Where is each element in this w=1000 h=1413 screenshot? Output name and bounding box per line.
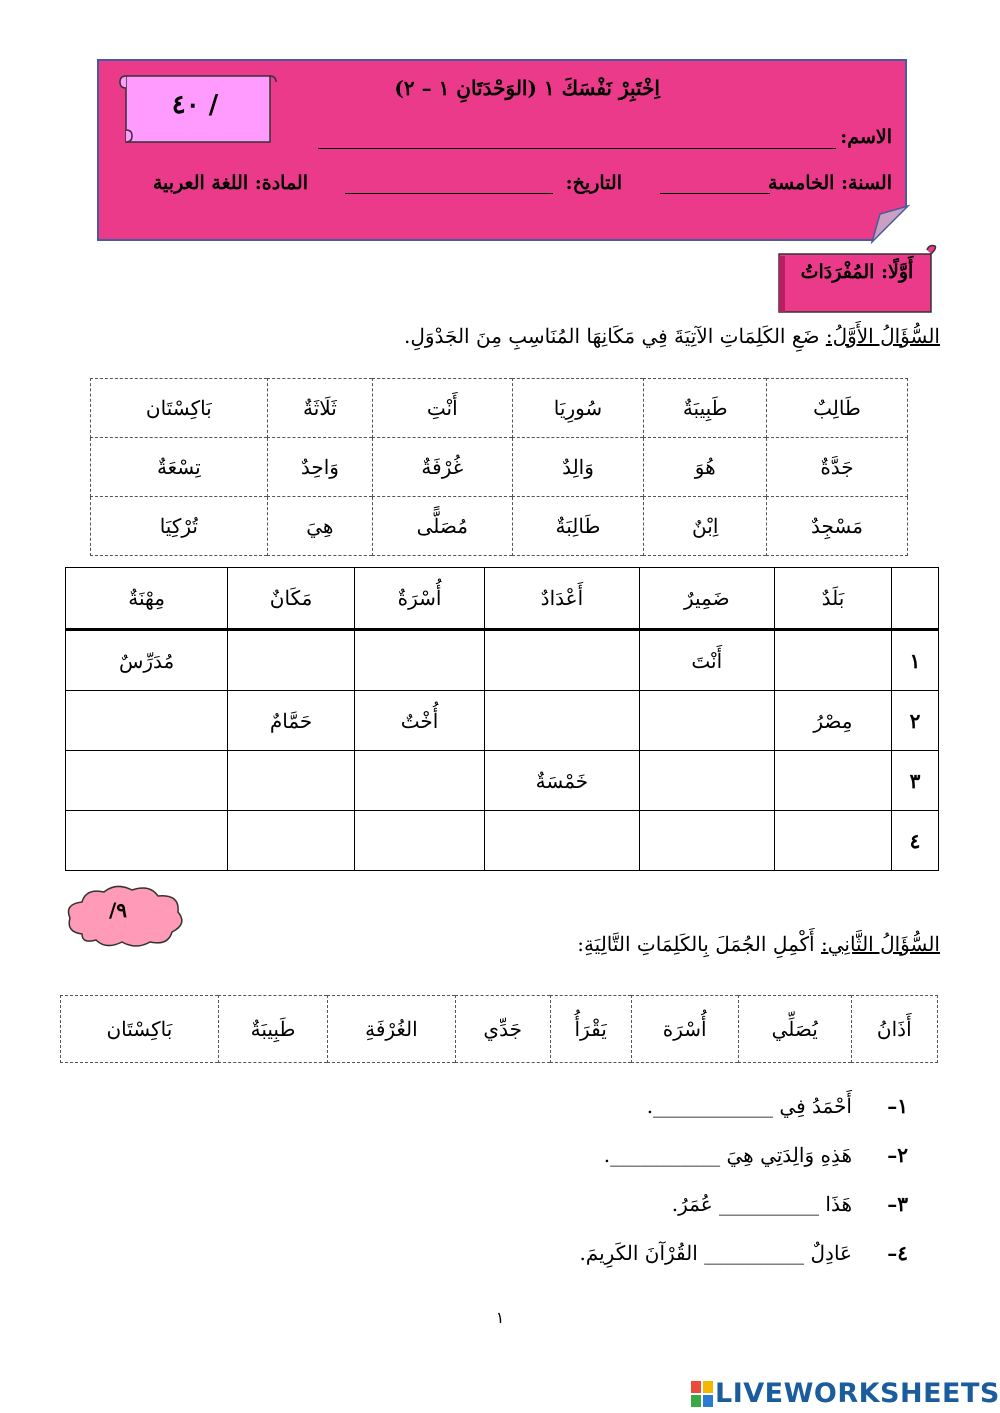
answer-cell[interactable] [66, 811, 228, 871]
word-bank-cell[interactable]: طَالِبٌ [766, 379, 907, 438]
sentence-number: ٢– [887, 1143, 908, 1167]
word-bank-cell[interactable]: جَدَّةٌ [766, 438, 907, 497]
word-bank-cell[interactable]: هُوَ [644, 438, 767, 497]
word-bank-cell[interactable]: غُرْفَةٌ [373, 438, 512, 497]
header-cell-place: مَكَانٌ [228, 568, 355, 630]
answer-table-header-row [66, 568, 939, 630]
word-bank-2-cell[interactable]: يُصَلِّي [738, 996, 851, 1063]
word-bank-cell[interactable]: بَاكِسْتَان [91, 379, 268, 438]
question1-text: ضَعِ الكَلِمَاتِ الآتِيَةَ فِي مَكَانِهَا المُنَاسِبِ مِنَ الجَدْوَلِ. [404, 324, 820, 348]
word-bank-2-cell[interactable]: الغُرْفَةِ [328, 996, 455, 1063]
word-bank-2-cell[interactable]: جَدِّي [455, 996, 550, 1063]
sentence-text[interactable]: أَحْمَدُ فِي ____________. [646, 1094, 852, 1118]
question2-text: أَكْمِلِ الجُمَلَ بِالكَلِمَاتِ التَّالِيَةِ: [577, 932, 815, 956]
header-cell-pronoun: ضَمِيرٌ [639, 568, 774, 630]
word-bank-cell[interactable]: اِبْنٌ [644, 497, 767, 556]
sentence-text[interactable]: هَذِهِ وَالِدَتِي هِيَ ___________. [603, 1143, 852, 1167]
question2-label: السُّؤَالُ الثَّانِي: [820, 932, 940, 956]
header-cell-family: أُسْرَةٌ [354, 568, 484, 630]
answer-cell[interactable] [774, 630, 891, 691]
answer-cell[interactable] [228, 751, 355, 811]
liveworksheets-logo-icon [690, 1380, 714, 1408]
header-cell-country: بَلَدٌ [774, 568, 891, 630]
name-input-line[interactable] [318, 148, 836, 149]
answer-cell[interactable] [228, 811, 355, 871]
row-number: ١ [892, 630, 939, 691]
question1-label: السُّؤَالُ الأَوَّلُ: [825, 324, 940, 348]
word-bank-row [91, 438, 908, 497]
answer-cell[interactable] [774, 751, 891, 811]
word-bank-cell[interactable]: طَالِبَةٌ [512, 497, 644, 556]
answer-cell[interactable] [354, 751, 484, 811]
answer-table [65, 567, 939, 871]
answer-cell[interactable] [639, 811, 774, 871]
answer-cell[interactable] [485, 811, 639, 871]
word-bank-cell[interactable]: هِيَ [267, 497, 372, 556]
subject-label: المادة: اللغة العربية [152, 172, 308, 194]
answer-cell[interactable] [354, 811, 484, 871]
word-bank-row [91, 497, 908, 556]
word-bank-cell[interactable]: أَنْتِ [373, 379, 512, 438]
liveworksheets-logo-text[interactable]: LIVEWORKSHEETS [715, 1378, 1000, 1409]
name-label: الاسم: [840, 126, 892, 148]
header-cell-numbers: أَعْدَادٌ [485, 568, 639, 630]
row-number: ٢ [892, 691, 939, 751]
header-cell-number [892, 568, 939, 630]
answer-cell[interactable]: حَمَّامٌ [228, 691, 355, 751]
row-number: ٣ [892, 751, 939, 811]
word-bank-2-cell[interactable]: أُسْرَة [631, 996, 738, 1063]
question1-title [404, 324, 940, 348]
date-input-line[interactable] [345, 193, 553, 194]
answer-cell[interactable] [66, 751, 228, 811]
word-bank-cell[interactable]: طَبِيبَةٌ [644, 379, 767, 438]
word-bank-2-cell[interactable]: طَبِيبَةٌ [218, 996, 327, 1063]
answer-cell[interactable] [639, 691, 774, 751]
row-number: ٤ [892, 811, 939, 871]
word-bank-2-cell[interactable]: أَذَانُ [851, 996, 937, 1063]
word-bank-cell[interactable]: مَسْجِدٌ [766, 497, 907, 556]
word-bank-cell[interactable]: وَاحِدٌ [267, 438, 372, 497]
word-bank-cell[interactable]: سُورِيَا [512, 379, 644, 438]
page-fold-corner [870, 204, 910, 244]
page-number: ١ [495, 1308, 505, 1327]
date-label: التاريخ: [565, 172, 622, 194]
answer-cell[interactable]: مِصْرُ [774, 691, 891, 751]
answer-cell[interactable] [228, 630, 355, 691]
word-bank-cell[interactable]: مُصَلًّى [373, 497, 512, 556]
answer-cell[interactable]: مُدَرِّسٌ [66, 630, 228, 691]
answer-cell[interactable] [774, 811, 891, 871]
answer-cell[interactable]: أُخْتٌ [354, 691, 484, 751]
question2-score: ٩/ [108, 898, 128, 922]
answer-cell[interactable]: خَمْسَةٌ [485, 751, 639, 811]
word-bank-cell[interactable]: وَالِدٌ [512, 438, 644, 497]
answer-cell[interactable]: أَنْتَ [639, 630, 774, 691]
year-line [660, 193, 770, 194]
word-bank-table [90, 378, 908, 556]
section-title: أَوَّلًا: المُفْرَدَاتُ [800, 261, 914, 283]
word-bank-row [91, 379, 908, 438]
table-row [66, 630, 939, 691]
page-title: اِخْتَبِرْ نَفْسَكَ ١ (الوَحْدَتَانِ ١ – ٢) [394, 76, 660, 100]
word-bank-cell[interactable]: تِسْعَةٌ [91, 438, 268, 497]
word-bank-2-cell[interactable]: بَاكِسْتَان [61, 996, 219, 1063]
word-bank-2-table [60, 995, 938, 1063]
sentence-number: ١– [887, 1094, 908, 1118]
answer-cell[interactable] [354, 630, 484, 691]
answer-cell[interactable] [66, 691, 228, 751]
table-row [66, 751, 939, 811]
answer-cell[interactable] [485, 630, 639, 691]
sentence-text[interactable]: هَذَا __________ عُمَرُ. [671, 1192, 852, 1216]
year-label: السنة: الخامسة [767, 172, 892, 194]
sentence-text[interactable]: عَادِلٌ __________ القُرْآنَ الكَرِيمَ. [579, 1241, 852, 1265]
answer-cell[interactable] [485, 691, 639, 751]
table-row [66, 811, 939, 871]
word-bank-cell[interactable]: ثَلَاثَةٌ [267, 379, 372, 438]
score-total: / ٤٠ [171, 90, 219, 120]
sentence-number: ٣– [887, 1192, 908, 1216]
header-cell-profession: مِهْنَةٌ [66, 568, 228, 630]
question2-title [577, 932, 940, 956]
word-bank-cell[interactable]: تُرْكِيَا [91, 497, 268, 556]
table-row [66, 691, 939, 751]
word-bank-2-cell[interactable]: يَقْرَأُ [550, 996, 631, 1063]
word-bank-2-row [61, 996, 938, 1063]
sentence-number: ٤– [887, 1241, 908, 1265]
answer-cell[interactable] [639, 751, 774, 811]
